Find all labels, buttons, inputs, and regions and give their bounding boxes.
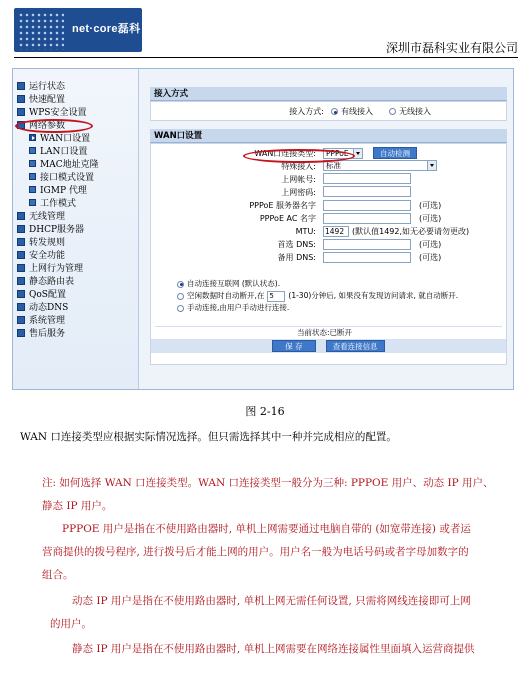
sidebar-item-label: 无线管理 [29,212,66,222]
sidebar-item-label: 接口模式设置 [40,173,95,183]
mode-idle-radio[interactable] [177,293,184,300]
pppoe-ac-hint: (可选) [419,214,442,223]
sidebar-item-label: LAN口设置 [40,147,88,157]
note-line-6: 动态 IP 用户是指在不使用路由器时, 单机上网无需任何设置, 只需将网线连接即可上网 [72,595,471,607]
note-line-1: 注: 如何选择 WAN 口连接类型。WAN 口连接类型一般分为三种: PPPOE 用户、动态 IP 用户、 [42,477,494,489]
menu-bullet-icon [17,212,25,220]
sidebar-item[interactable] [17,235,138,248]
wan-type-value: PPPoE [326,148,349,158]
mode-auto-label: 自动连接互联网 (默认状态). [187,279,281,288]
mode-idle-label-post: (1-30)分钟后, 如果没有发现访问请求, 就自动断开. [288,291,459,300]
sidebar-item[interactable] [17,287,138,300]
sidebar-item-label: 动态DNS [29,303,69,313]
sidebar-item-label: 转发规则 [29,238,66,248]
sidebar-menu [13,69,139,389]
backup-dns-input[interactable] [323,252,411,263]
sidebar-item-label: 上网行为管理 [29,264,84,274]
menu-bullet-icon [29,199,36,206]
menu-bullet-icon [17,82,25,90]
password-label: 上网密码: [281,188,316,197]
sidebar-item[interactable] [17,326,138,339]
sidebar-item[interactable] [29,183,138,196]
special-access-label: 特殊接入: [281,162,316,171]
pppoe-ac-label: PPPoE AC 名字 [259,214,316,223]
mtu-value: 1492 [325,227,345,236]
sidebar-item-label: WPS安全设置 [29,108,87,118]
primary-dns-hint: (可选) [419,240,442,249]
menu-bullet-icon [29,160,36,167]
wan-type-label: WAN口连接类型: [254,149,316,158]
sidebar-item[interactable] [17,222,138,235]
sidebar-item[interactable] [29,170,138,183]
sidebar-item-label: IGMP 代理 [40,186,87,196]
pppoe-ac-input[interactable] [323,213,411,224]
figure-caption: 图 2-16 [245,405,285,418]
sidebar-item-label: QoS配置 [29,290,66,300]
mode-idle-label-pre: 空闲数据时自动断开,在 [187,291,265,300]
wan-section-title: WAN口设置 [150,129,507,143]
sidebar-item-label: 快速配置 [29,95,66,105]
pppoe-server-label: PPPoE 服务器名字 [249,201,316,210]
note-line-5: 组合。 [42,569,74,581]
menu-bullet-icon [17,329,25,337]
arrow-bullet-icon [29,134,36,141]
mode-auto-radio[interactable] [177,281,184,288]
menu-bullet-icon [17,316,25,324]
status-label: 当前状态: [297,328,330,337]
sidebar-item[interactable] [29,131,138,144]
menu-bullet-icon [17,238,25,246]
idle-minutes-value: 5 [269,291,274,300]
note-line-2: 静态 IP 用户。 [42,500,113,512]
note-line-3: PPPOE 用户是指在不使用路由器时, 单机上网需要通过电脑自带的 (如宽带连接) 或者运 [62,523,471,535]
header-divider [14,57,518,58]
access-label: 接入方式: [289,107,324,116]
sidebar-item-label: 运行状态 [29,82,66,92]
mtu-label: MTU: [295,227,316,236]
access-wireless-radio[interactable] [389,108,396,115]
sidebar-item[interactable] [17,274,138,287]
pppoe-server-input[interactable] [323,200,411,211]
sidebar-item-label: 静态路由表 [29,277,75,287]
sidebar-item[interactable] [17,209,138,222]
access-wired-label: 有线接入 [341,107,373,116]
mode-manual-radio[interactable] [177,305,184,312]
sidebar-item[interactable] [29,196,138,209]
sidebar-item-label: 系统管理 [29,316,66,326]
mtu-input[interactable] [323,226,349,237]
highlight-oval-network-params [15,119,93,133]
netcore-logo [14,8,142,52]
view-connection-button[interactable]: 查看连接信息 [326,340,385,352]
router-admin-screenshot [12,68,514,390]
menu-bullet-icon [17,225,25,233]
sidebar-item-label: WAN口设置 [40,134,91,144]
menu-bullet-icon [17,251,25,259]
sidebar-item-label: MAC地址克隆 [40,160,99,170]
mtu-hint: (默认值1492,如无必要请勿更改) [352,227,470,236]
password-input[interactable] [323,186,411,197]
account-input[interactable] [323,173,411,184]
menu-bullet-icon [17,303,25,311]
mode-manual-label: 手动连接,由用户手动进行连接. [187,303,290,312]
sidebar-item[interactable] [17,92,138,105]
sidebar-item[interactable] [29,144,138,157]
logo-dots-graphic [18,12,64,50]
menu-bullet-icon [17,108,25,116]
sidebar-item-label: DHCP服务器 [29,225,85,235]
save-button[interactable]: 保 存 [272,340,315,352]
backup-dns-hint: (可选) [419,253,442,262]
note-line-7: 的用户。 [50,618,92,630]
sidebar-item-label: 安全功能 [29,251,66,261]
company-name: 深圳市磊科实业有限公司 [385,41,518,55]
menu-bullet-icon [29,173,36,180]
sidebar-item[interactable] [17,105,138,118]
sidebar-item[interactable] [17,300,138,313]
sidebar-item[interactable] [17,79,138,92]
sidebar-item[interactable] [17,261,138,274]
primary-dns-label: 首选 DNS: [277,240,316,249]
sidebar-item[interactable] [17,313,138,326]
menu-bullet-icon [29,147,36,154]
primary-dns-input[interactable] [323,239,411,250]
dropdown-arrow-icon [427,161,436,170]
sidebar-item-label: 工作模式 [40,199,77,209]
access-panel [150,101,507,121]
menu-bullet-icon [17,290,25,298]
sidebar-item[interactable] [17,248,138,261]
account-label: 上网帐号: [281,175,316,184]
sidebar-item[interactable] [29,157,138,170]
logo-text: net·core磊科 [72,23,141,35]
access-section-title: 接入方式 [150,87,507,101]
menu-bullet-icon [17,277,25,285]
special-access-select[interactable] [323,160,437,171]
menu-bullet-icon [17,264,25,272]
access-wireless-label: 无线接入 [399,107,431,116]
access-wired-radio[interactable] [331,108,338,115]
auto-detect-button[interactable]: 自动检测 [373,147,417,159]
idle-minutes-input[interactable] [267,291,285,302]
status-value: 已断开 [329,328,353,337]
wan-panel [150,143,507,365]
special-access-value: 标准 [326,161,341,170]
menu-bullet-icon [17,95,25,103]
backup-dns-label: 备用 DNS: [277,253,316,262]
menu-bullet-icon [29,186,36,193]
intro-paragraph: WAN 口连接类型应根据实际情况选择。但只需选择其中一种并完成相应的配置。 [20,431,397,443]
sidebar-item-label: 网络参数 [29,121,66,131]
settings-content [150,87,507,365]
note-line-4: 营商提供的拨号程序, 进行拨号后才能上网的用户。用户名一般为电话号码或者字母加数字的 [42,546,469,558]
sidebar-item-label: 售后服务 [29,329,66,339]
highlight-oval-wan-type [243,149,355,163]
note-line-8: 静态 IP 用户是指在不使用路由器时, 单机上网需要在网络连接属性里面填入运营商提供 [72,643,475,655]
pppoe-server-hint: (可选) [419,201,442,210]
